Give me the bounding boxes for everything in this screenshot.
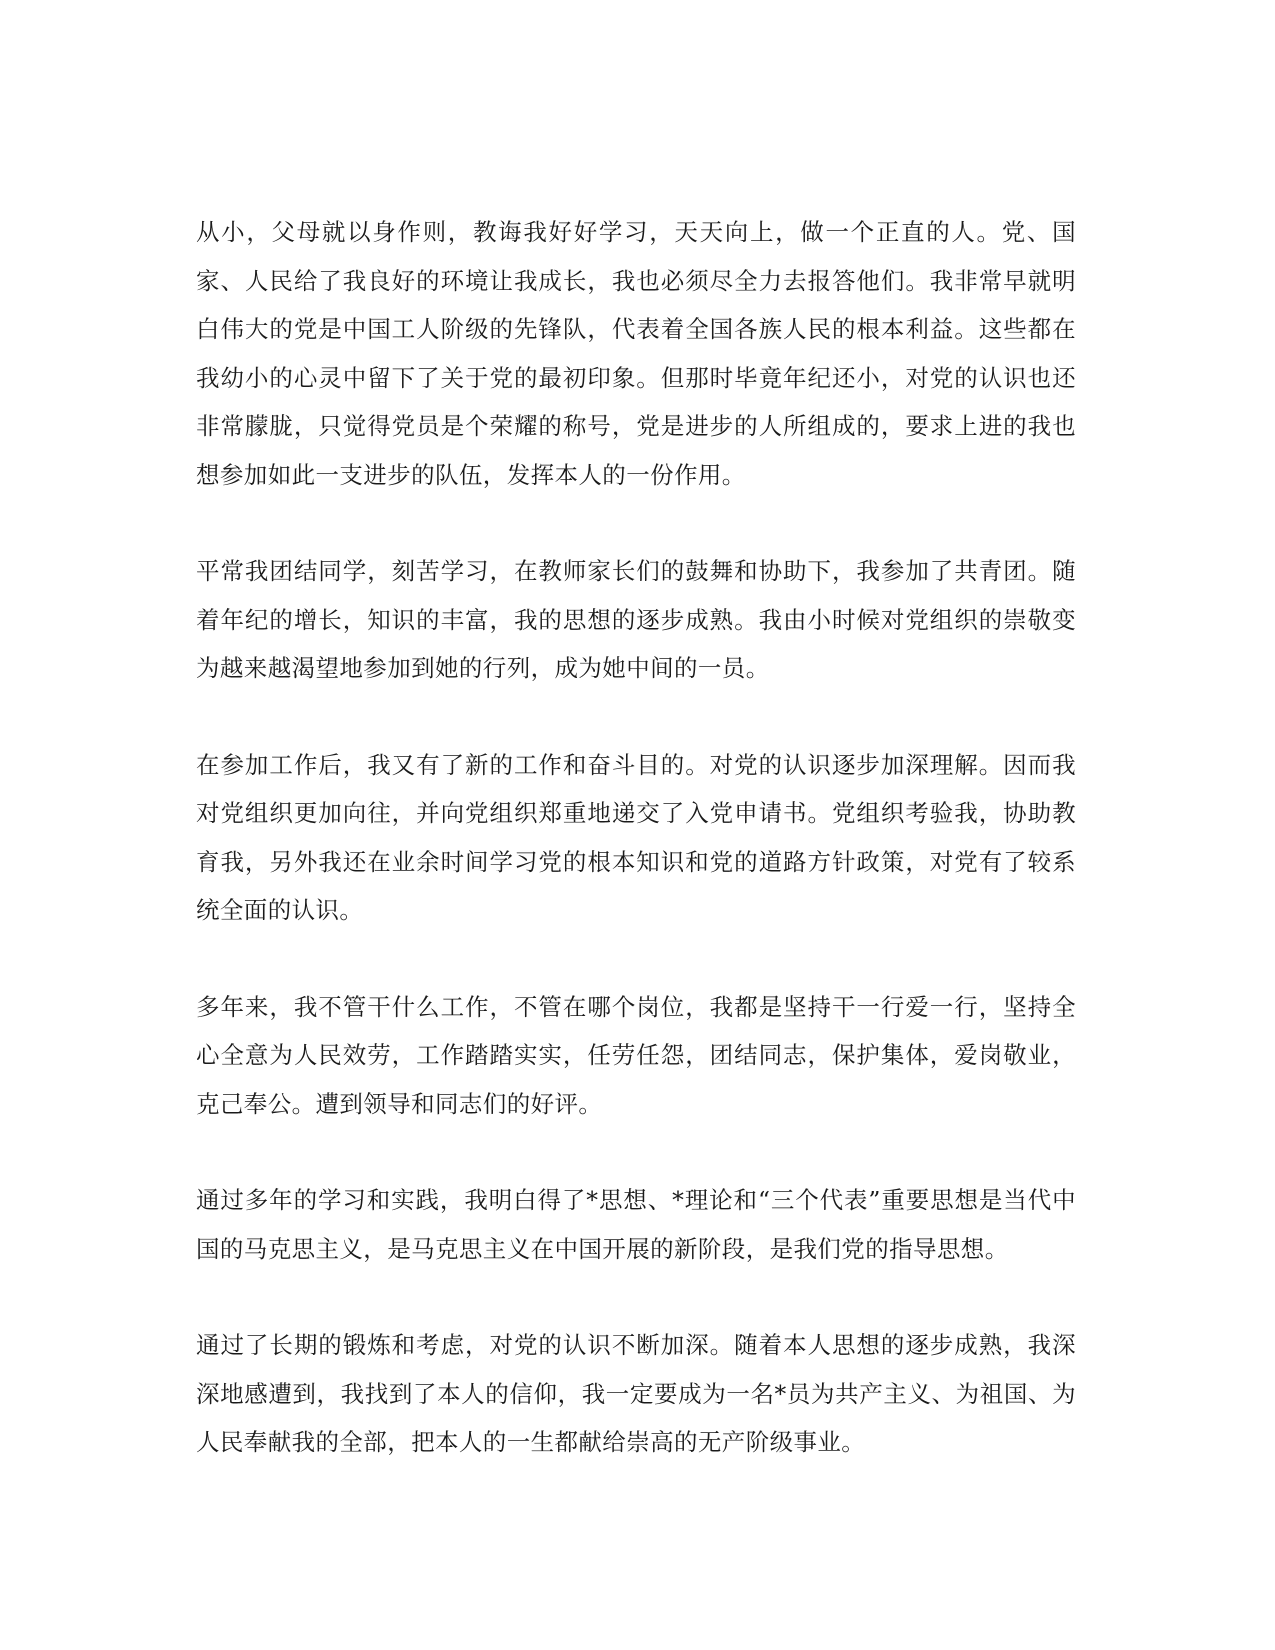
paragraph-5: 通过多年的学习和实践，我明白得了*思想、*理论和“三个代表”重要思想是当代中国的马克思主义，是马克思主义在中国开展的新阶段，是我们党的指导思想。 <box>196 1186 1076 1263</box>
paragraph-2: 平常我团结同学，刻苦学习，在教师家长们的鼓舞和协助下，我参加了共青团。随着年纪的增长，知识的丰富，我的思想的逐步成熟。我由小时候对党组织的崇敬变为越来越渴望地参加到她的行列，成为她中间的一员。 <box>196 557 1076 682</box>
paragraph-3: 在参加工作后，我又有了新的工作和奋斗目的。对党的认识逐步加深理解。因而我对党组织更加向往，并向党组织郑重地递交了入党申请书。党组织考验我，协助教育我，另外我还在业余时间学习党的根本知识和党的道路方针政策，对党有了较系统全面的认识。 <box>196 750 1076 924</box>
document-body <box>196 208 1076 1515</box>
paragraph-4: 多年来，我不管干什么工作，不管在哪个岗位，我都是坚持干一行爱一行，坚持全心全意为人民效劳，工作踏踏实实，任劳任怨，团结同志，保护集体，爱岗敬业，克己奉公。遭到领导和同志们的好评。 <box>196 992 1076 1118</box>
paragraph-6: 通过了长期的锻炼和考虑，对党的认识不断加深。随着本人思想的逐步成熟，我深深地感遭到，我找到了本人的信仰，我一定要成为一名*员为共产主义、为祖国、为人民奉献我的全部，把本人的一生都献给崇高的无产阶级事业。 <box>196 1331 1076 1456</box>
paragraph-1: 从小，父母就以身作则，教诲我好好学习，天天向上，做一个正直的人。党、国家、人民给了我良好的环境让我成长，我也必须尽全力去报答他们。我非常早就明白伟大的党是中国工人阶级的先锋队，代表着全国各族人民的根本利益。这些都在我幼小的心灵中留下了关于党的最初印象。但那时毕竟年纪还小，对党的认识也还非常朦胧，只觉得党员是个荣耀的称号，党是进步的人所组成的，要求上进的我也想参加如此一支进步的队伍，发挥本人的一份作用。 <box>196 218 1076 489</box>
